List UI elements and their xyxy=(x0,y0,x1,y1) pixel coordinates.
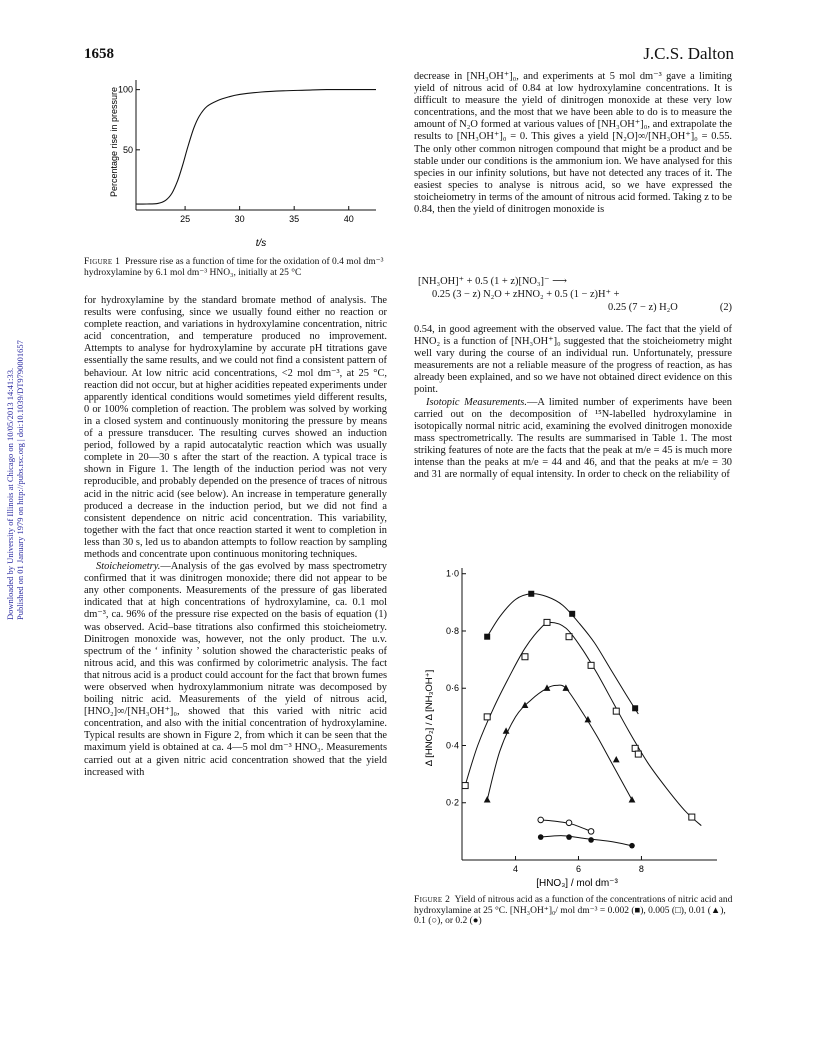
equation-2 xyxy=(418,275,736,314)
figure-2-point-filled-square xyxy=(632,705,638,711)
figure-2-curve-open-square xyxy=(465,622,701,825)
equation-number: (2) xyxy=(719,302,732,313)
watermark-line-1: Downloaded by University of Illinois at Chicago on 10/05/2013 14:41:33. xyxy=(5,367,15,620)
figure-2-caption xyxy=(414,895,736,927)
figure-2-point-filled-triangle xyxy=(629,796,636,802)
right-column-mid xyxy=(414,324,732,481)
figure-2-caption-text: Yield of nitrous acid as a function of the concentrations of nitric acid and hydroxylamine at 25 °C. [NH₃OH⁺]₀/ mol dm⁻³ = 0.002 (■), 0.005 (□), 0.01 (▲), 0.1 (○), or 0.2 (●) xyxy=(414,895,733,927)
figure-2-curve-filled-circle xyxy=(541,836,632,846)
figure-2-point-open-square xyxy=(462,783,468,789)
figure-1-y-tick-label: 50 xyxy=(122,144,133,155)
figure-2-point-open-square xyxy=(635,751,641,757)
figure-2-point-open-square xyxy=(566,634,572,640)
equation-line-3: 0.25 (7 − z) H₂O xyxy=(608,302,678,313)
paragraph-isotopic xyxy=(414,397,732,482)
figure-2-point-open-square xyxy=(522,654,528,660)
figure-2-point-filled-square xyxy=(528,591,534,597)
figure-2-point-filled-triangle xyxy=(613,756,620,762)
figure-2-xlabel: [HNO₃] / mol dm⁻³ xyxy=(536,878,618,889)
figure-2-point-filled-square xyxy=(569,611,575,617)
figure-2-point-open-square xyxy=(544,619,550,625)
figure-2-point-filled-triangle xyxy=(484,796,491,802)
stoicheiometry-text: —Analysis of the gas evolved by mass spectrometry confirmed that it was dinitrogen monoxide; there did not appear to be any other components. Measurements of the pressure of gas liberated indicated that at high concentrations of hydroxylamine, ca. 0.1 mol dm⁻³, ca. 96% of the pressure rise expected on the basis of equation (1) was observed. Acid–base titrations also confirmed this stoicheiometry. Dinitrogen monoxide was, however, not the only product. The u.v. spectrum of the ‘ infinity ’ solution showed the characteristic peaks of nitrous acid, and this was confirmed by colorimetric analysis. The fact that nitrous acid is a product could account for the fact that brown fumes were observed when hydroxylammonium nitrate was decomposed by boiling nitric acid. Measurements of the yield of nitrous acid, [HNO₂]∞/[NH₃OH⁺]₀, showed that this varied with nitric acid concentration, and also with the initial concentration of hydroxylamine. Typical results are shown in Figure 2, from which it can be seen that the maximum yield is obtained at ca. 4—5 mol dm⁻³ HNO₃. Measurements carried out at a given nitric acid concentration showed that the yield increased with xyxy=(84,561,387,778)
figure-2-point-open-square xyxy=(689,814,695,820)
figure-2-x-tick-label: 6 xyxy=(575,864,581,874)
figure-2-y-tick-label: 0·8 xyxy=(445,625,459,636)
figure-1-x-tick-label: 30 xyxy=(234,214,245,224)
paragraph-right-top: decrease in [NH₃OH⁺]₀, and experiments at 5 mol dm⁻³ gave a limiting yield of nitrous acid of 0.84 at low hydroxylamine concentrations. It is difficult to measure the yield of dinitrogen monoxide at these very low concentrations, and the most that we have been able to do is to measure the amount of N₂O formed at various values of [NH₃OH⁺]₀, and extrapolate the results to [NH₃OH⁺]₀ = 0. This gives a yield [N₂O]∞/[NH₃OH⁺]₀ = 0.55. The only other common nitrogen compound that might be a product and be stable under our conditions is the ammonium ion. We have analysed for this species in our infinity solutions, but have not detected any traces of it. The easiest species to analyse is nitrous acid, so we have expressed the stoicheiometry in terms of the amount of nitrous acid formed. Taking z to be 0.84, then the yield of dinitrogen monoxide is xyxy=(414,71,732,216)
figure-2-point-open-square xyxy=(484,714,490,720)
figure-1-x-tick-label: 25 xyxy=(180,214,191,224)
figure-1-pressure-curve xyxy=(136,90,376,204)
figure-2-point-filled-triangle xyxy=(562,684,569,690)
figure-1-y-tick-label: 100 xyxy=(117,84,133,95)
figure-1-ylabel: Percentage rise in pressure xyxy=(109,86,119,198)
figure-1-xlabel: t/s xyxy=(255,238,267,249)
paragraph-intro: for hydroxylamine by the standard bromate method of analysis. The results were confusing, since we usually found either no reaction or complete reaction, and variations in hydroxylamine concentration, nitric acid concentration, and temperature produced no improvement. Attempts to analyse for hydroxylamine by accurate pH titrations gave essentially the same results, and we could not find a consistent pattern of behaviour. At low nitric acid concentrations, <2 mol dm⁻³, at 25 °C, reaction did not occur, but at higher acidities repeated experiments under apparently identical conditions would sometimes yield different results, 0 or 100% completion of reaction. The problem was solved by working in a closed system and continuously monitoring the pressure by means of a pressure transducer. The resulting curves showed an induction period, followed by a rapid autocatalytic reaction which was usually complete in 20—30 s after the start of the reaction. A typical trace is shown in Figure 1. The length of the induction period was not very reproducible, and probably depended on the presence of traces of nitrous acid in the nitric acid (see below). An increase in temperature generally produced a decrease in the induction period, but we did not find a consistent dependence on nitric acid concentration. This variability, together with the fact that once reaction started it went to completion in less than 30 s, led us to abandon attempts to follow reaction by sampling methods and concentrate upon continuous monitoring techniques. xyxy=(84,295,387,560)
figure-2-x-tick-label: 4 xyxy=(513,864,519,874)
running-header: J.C.S. Dalton xyxy=(643,44,734,63)
figure-2-chart xyxy=(412,558,732,898)
paragraph-stoicheiometry xyxy=(84,561,387,779)
figure-2-curve-filled-square xyxy=(487,594,638,714)
heading-stoicheiometry: Stoicheiometry. xyxy=(96,561,161,573)
figure-2-x-tick-label: 8 xyxy=(638,864,644,874)
figure-2-point-filled-square xyxy=(484,634,490,640)
watermark-line-2: Published on 01 January 1979 on http://pubs.rsc.org | doi:10.1039/DT9790001657 xyxy=(15,340,25,620)
figure-2-caption-lead: Figure 2 xyxy=(414,895,451,905)
figure-2-y-tick-label: 0·4 xyxy=(445,740,459,751)
figure-2-point-filled-circle xyxy=(566,834,572,840)
download-watermark xyxy=(2,240,25,620)
figure-2-point-filled-circle xyxy=(588,837,594,843)
figure-2-y-tick-label: 0·6 xyxy=(445,683,459,694)
equation-line-1: [NH₃OH]⁺ + 0.5 (1 + z)[NO₃]⁻ ⟶ xyxy=(418,276,567,287)
figure-2-point-filled-circle xyxy=(538,834,544,840)
figure-2-point-open-circle xyxy=(538,817,544,823)
figure-1-caption-lead: Figure 1 xyxy=(84,257,121,267)
figure-1-caption xyxy=(84,257,384,278)
page-number: 1658 xyxy=(84,46,114,62)
figure-1-x-tick-label: 40 xyxy=(343,214,354,224)
figure-2-y-tick-label: 0·2 xyxy=(445,797,459,808)
figure-2-point-filled-circle xyxy=(629,843,635,849)
figure-2-point-open-circle xyxy=(566,820,572,826)
figure-2-curve-open-circle xyxy=(541,820,591,832)
equation-line-2: 0.25 (3 − z) N₂O + zHNO₂ + 0.5 (1 − z)H⁺ + xyxy=(432,289,620,300)
heading-isotopic: Isotopic Measurements. xyxy=(426,396,527,408)
left-column xyxy=(84,295,387,779)
figure-1-x-tick-label: 35 xyxy=(289,214,300,224)
figure-1-caption-text: Pressure rise as a function of time for the oxidation of 0.4 mol dm⁻³ hydroxylamine by 6.1 mol dm⁻³ HNO₃, initially at 25 °C xyxy=(84,257,384,278)
figure-2-y-tick-label: 1·0 xyxy=(445,568,459,579)
figure-2-point-open-circle xyxy=(588,829,594,835)
figure-1-chart xyxy=(84,70,384,260)
figure-2-curve-filled-triangle xyxy=(487,685,632,800)
isotopic-text: —A limited number of experiments have been carried out on the decomposition of ¹⁵N-labelled hydroxylamine in isotopically normal nitric acid, examining the evolved dinitrogen monoxide mass spectrometrically. The results are summarised in Table 1. The most striking features of note are the facts that the peak at m/e = 45 is much more intense than the peaks at m/e = 44 and 46, and that the peaks at m/e = 30 and 31 are normally of equal intensity. In order to check on the reliability of xyxy=(414,396,732,481)
figure-2-point-open-square xyxy=(632,745,638,751)
figure-2-ylabel: Δ [HNO₂] / Δ [NH₃OH⁺] xyxy=(424,669,435,767)
right-column-top xyxy=(414,71,732,216)
figure-2-point-open-square xyxy=(588,662,594,668)
paragraph-right-mid: 0.54, in good agreement with the observed value. The fact that the yield of HNO₂ is a function of [NH₃OH⁺]₀ suggested that the stoicheiometry might well vary during the course of an individual run. Unfortunately, pressure measurements are not a reliable measure of the progress of reaction, as has already been explained, and so we have not obtained direct evidence on this point. xyxy=(414,324,732,396)
figure-2-point-filled-triangle xyxy=(544,684,551,690)
figure-2-point-open-square xyxy=(613,708,619,714)
